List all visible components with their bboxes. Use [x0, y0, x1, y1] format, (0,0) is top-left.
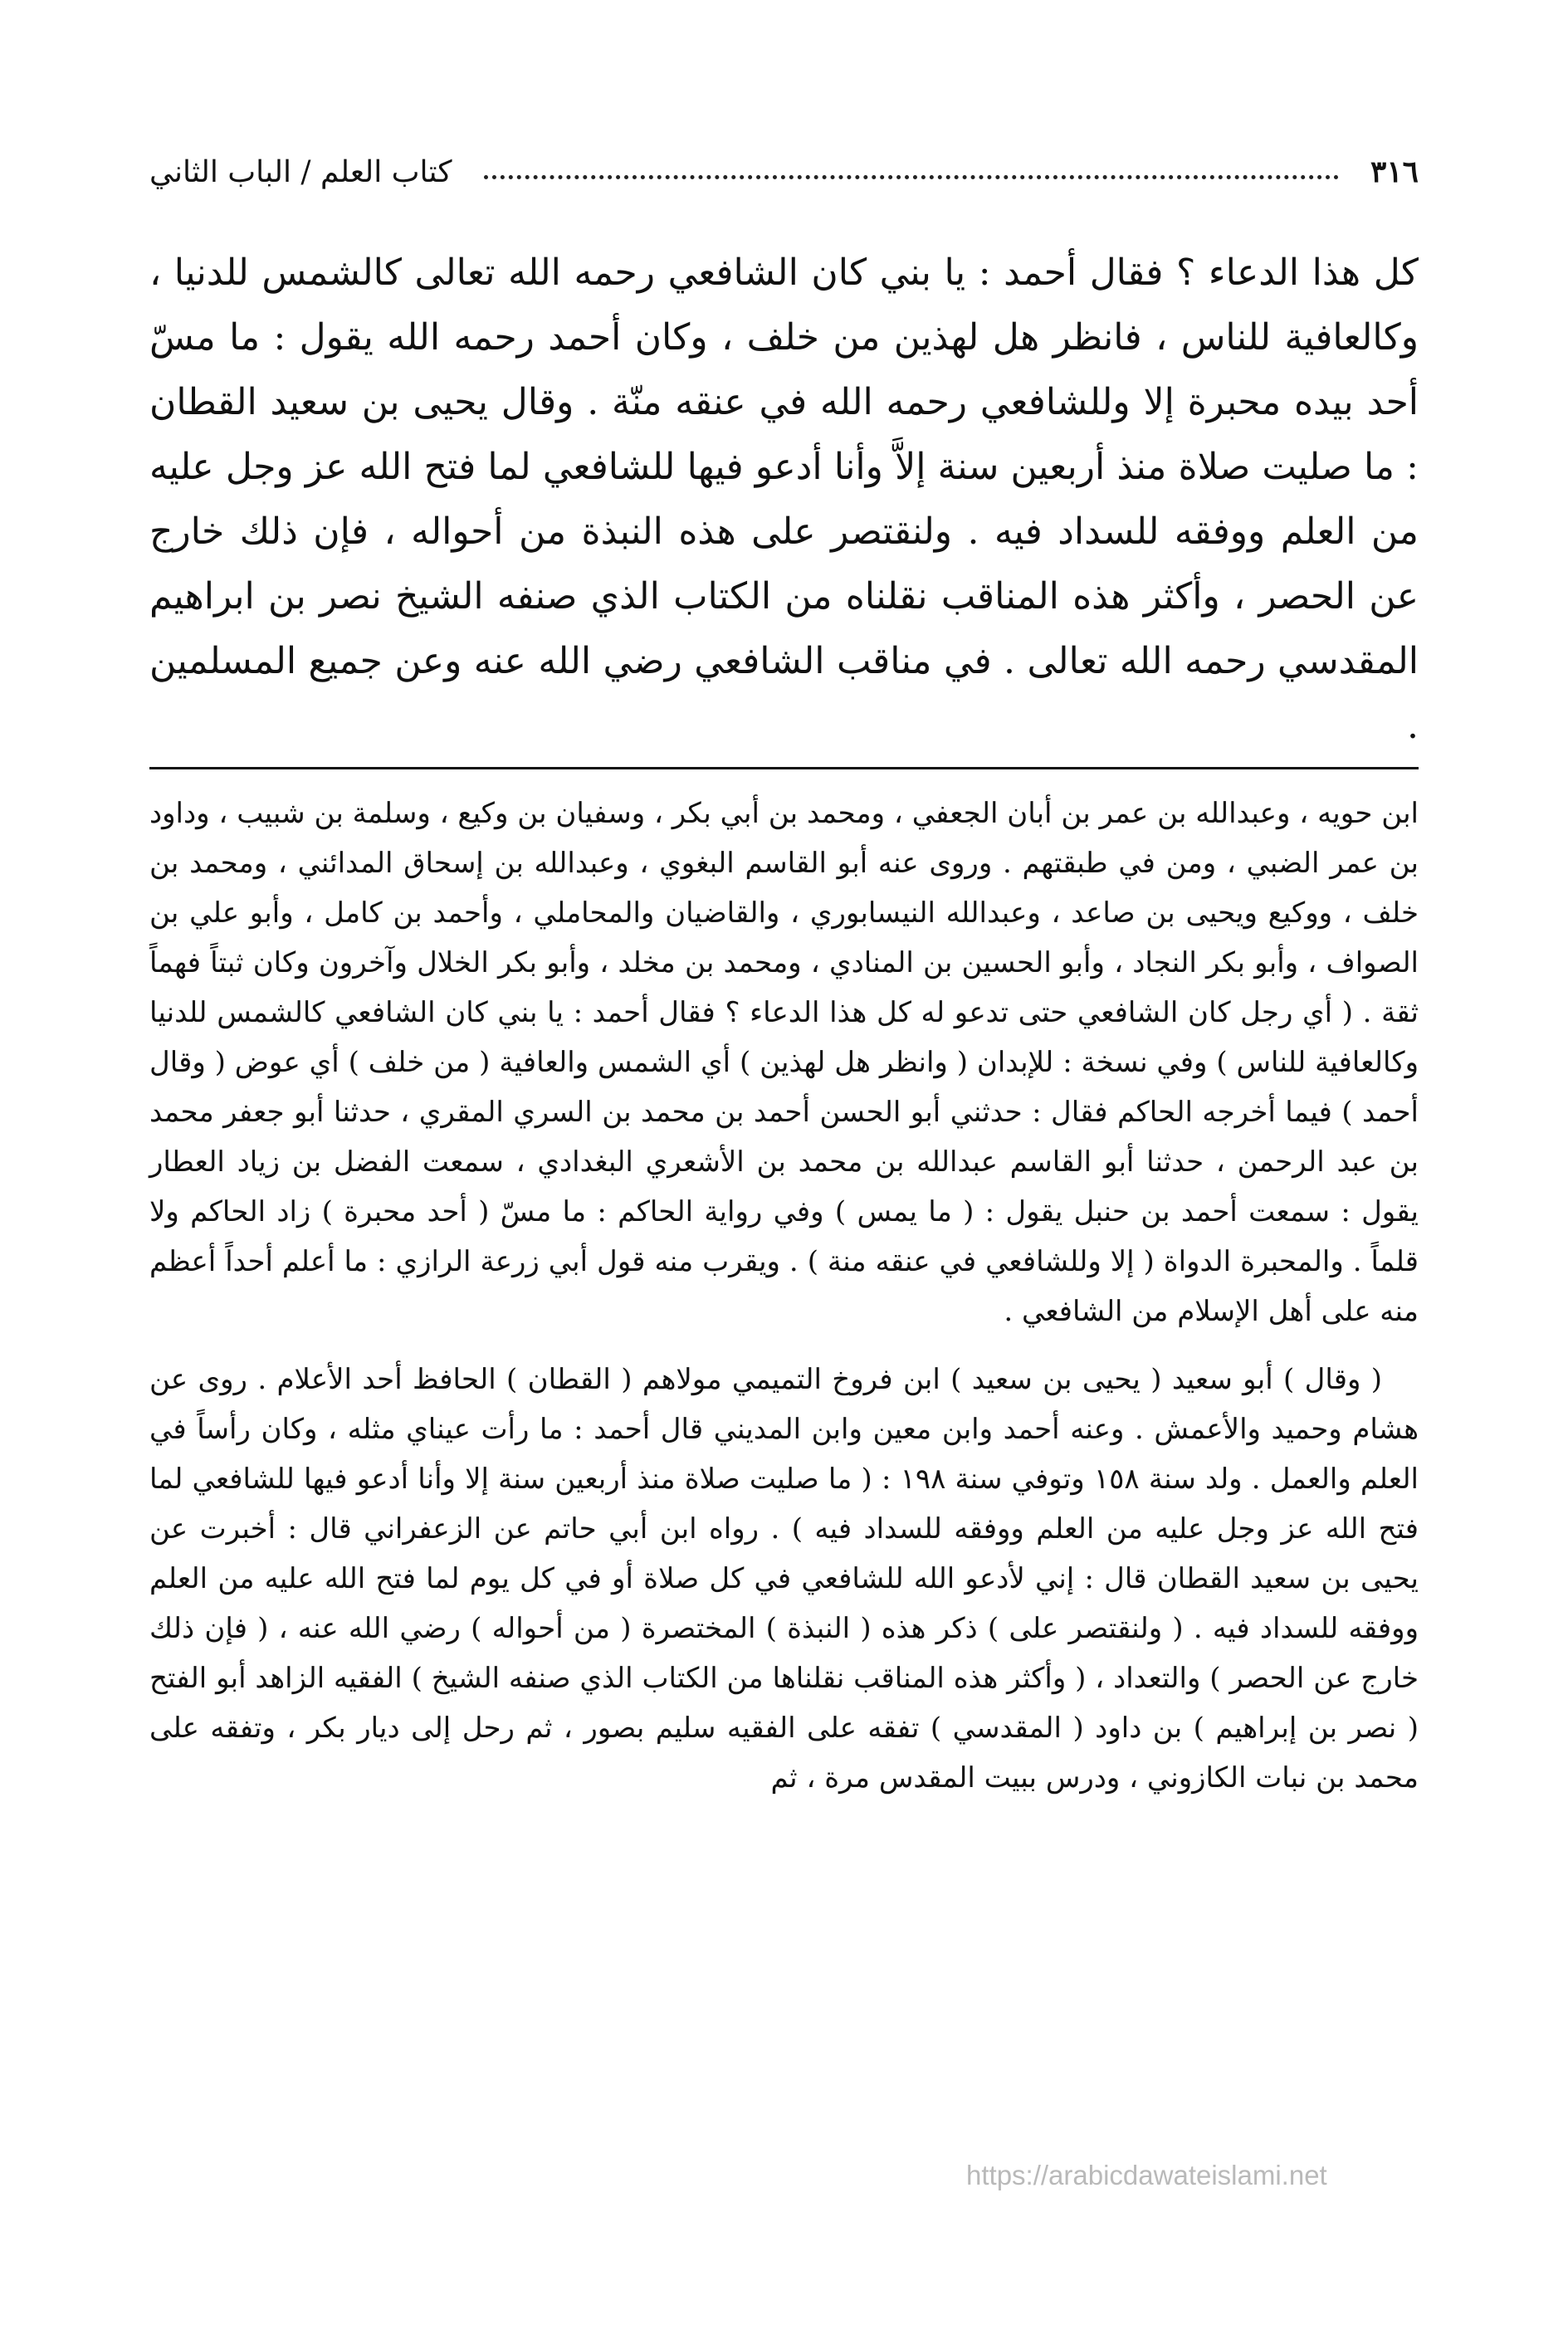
running-title: كتاب العلم / الباب الثاني: [149, 155, 452, 189]
page-number: ٣١٦: [1370, 154, 1419, 189]
page-header: [149, 139, 1419, 189]
commentary-paragraph-1: ابن حويه ، وعبدالله بن عمر بن أبان الجعفي ، ومحمد بن أبي بكر ، وسفيان بن وكيع ، وسلمة بن شبيب ، وداود بن عمر الضبي ، ومن في طبقتهم . وروى عنه أبو القاسم البغوي ، وعبدالله بن إسحاق المدائني ، ومحمد بن خلف ، ووكيع ويحيى بن صاعد ، وعبدالله النيسابوري ، والقاضيان والمحاملي ، وأحمد بن كامل ، وأبو علي بن الصواف ، وأبو بكر النجاد ، وأبو الحسين بن المنادي ، ومحمد بن مخلد ، وأبو بكر الخلال وآخرون وكان ثبتاً فهماً ثقة . ( أي رجل كان الشافعي حتى تدعو له كل هذا الدعاء ؟ فقال أحمد : يا بني كان الشافعي كالشمس للدنيا وكالعافية للناس ) وفي نسخة : للإبدان ( وانظر هل لهذين ) أي الشمس والعافية ( من خلف ) أي عوض ( وقال أحمد ) فيما أخرجه الحاكم فقال : حدثني أبو الحسن أحمد بن محمد بن السري المقري ، حدثنا أبو جعفر محمد بن عبد الرحمن ، حدثنا أبو القاسم عبدالله بن محمد بن الأشعري البغدادي ، سمعت الفضل بن زياد العطار يقول : سمعت أحمد بن حنبل يقول : ( ما يمس ) وفي رواية الحاكم : ما مسّ ( أحد محبرة ) زاد الحاكم ولا قلماً . والمحبرة الدواة ( إلا وللشافعي في عنقه منة ) . ويقرب منه قول أبي زرعة الرازي : ما أعلم أحداً أعظم منه على أهل الإسلام من الشافعي .: [149, 797, 1419, 1328]
footnote-separator: [149, 767, 1419, 769]
header-leader-dots: [484, 175, 1339, 179]
main-paragraph: كل هذا الدعاء ؟ فقال أحمد : يا بني كان الشافعي رحمه الله تعالى كالشمس للدنيا ، وكالعافية للناس ، فانظر هل لهذين من خلف ، وكان أحمد رحمه الله يقول : ما مسّ أحد بيده محبرة إلا وللشافعي رحمه الله في عنقه منّة . وقال يحيى بن سعيد القطان : ما صليت صلاة منذ أربعين سنة إلاَّ وأنا أدعو فيها للشافعي لما فتح الله عز وجل عليه من العلم ووفقه للسداد فيه . ولنقتصر على هذه النبذة من أحواله ، فإن ذلك خارج عن الحصر ، وأكثر هذه المناقب نقلناه من الكتاب الذي صنفه الشيخ نصر بن ابراهيم المقدسي رحمه الله تعالى . في مناقب الشافعي رضي الله عنه وعن جميع المسلمين .: [149, 251, 1419, 747]
commentary-paragraph-2: ( وقال ) أبو سعيد ( يحيى بن سعيد ) ابن فروخ التميمي مولاهم ( القطان ) الحافظ أحد الأعلام . روى عن هشام وحميد والأعمش . وعنه أحمد وابن معين وابن المديني قال أحمد : ما رأت عيناي مثله ، وكان رأساً في العلم والعمل . ولد سنة ١٥٨ وتوفي سنة ١٩٨ : ( ما صليت صلاة منذ أربعين سنة إلا وأنا أدعو فيها للشافعي لما فتح الله عز وجل عليه من العلم ووفقه للسداد فيه ) . رواه ابن أبي حاتم عن الزعفراني قال : أخبرت عن يحيى بن سعيد القطان قال : إني لأدعو الله للشافعي في كل صلاة أو في كل يوم لما فتح الله عليه من العلم ووفقه للسداد فيه . ( ولنقتصر على ) ذكر هذه ( النبذة ) المختصرة ( من أحواله ) رضي الله عنه ، ( فإن ذلك خارج عن الحصر ) والتعداد ، ( وأكثر هذه المناقب نقلناها من الكتاب الذي صنفه الشيخ ) الفقيه الزاهد أبو الفتح ( نصر بن إبراهيم ) بن داود ( المقدسي ) تفقه على الفقيه سليم بصور ، ثم رحل إلى ديار بكر ، وتفقه على محمد بن نبات الكازوني ، ودرس ببيت المقدس مرة ، ثم: [149, 1363, 1419, 1795]
commentary-block: [149, 789, 1419, 1821]
website-watermark: https://arabicdawateislami.net: [966, 2160, 1327, 2190]
main-text-block: [149, 241, 1419, 759]
